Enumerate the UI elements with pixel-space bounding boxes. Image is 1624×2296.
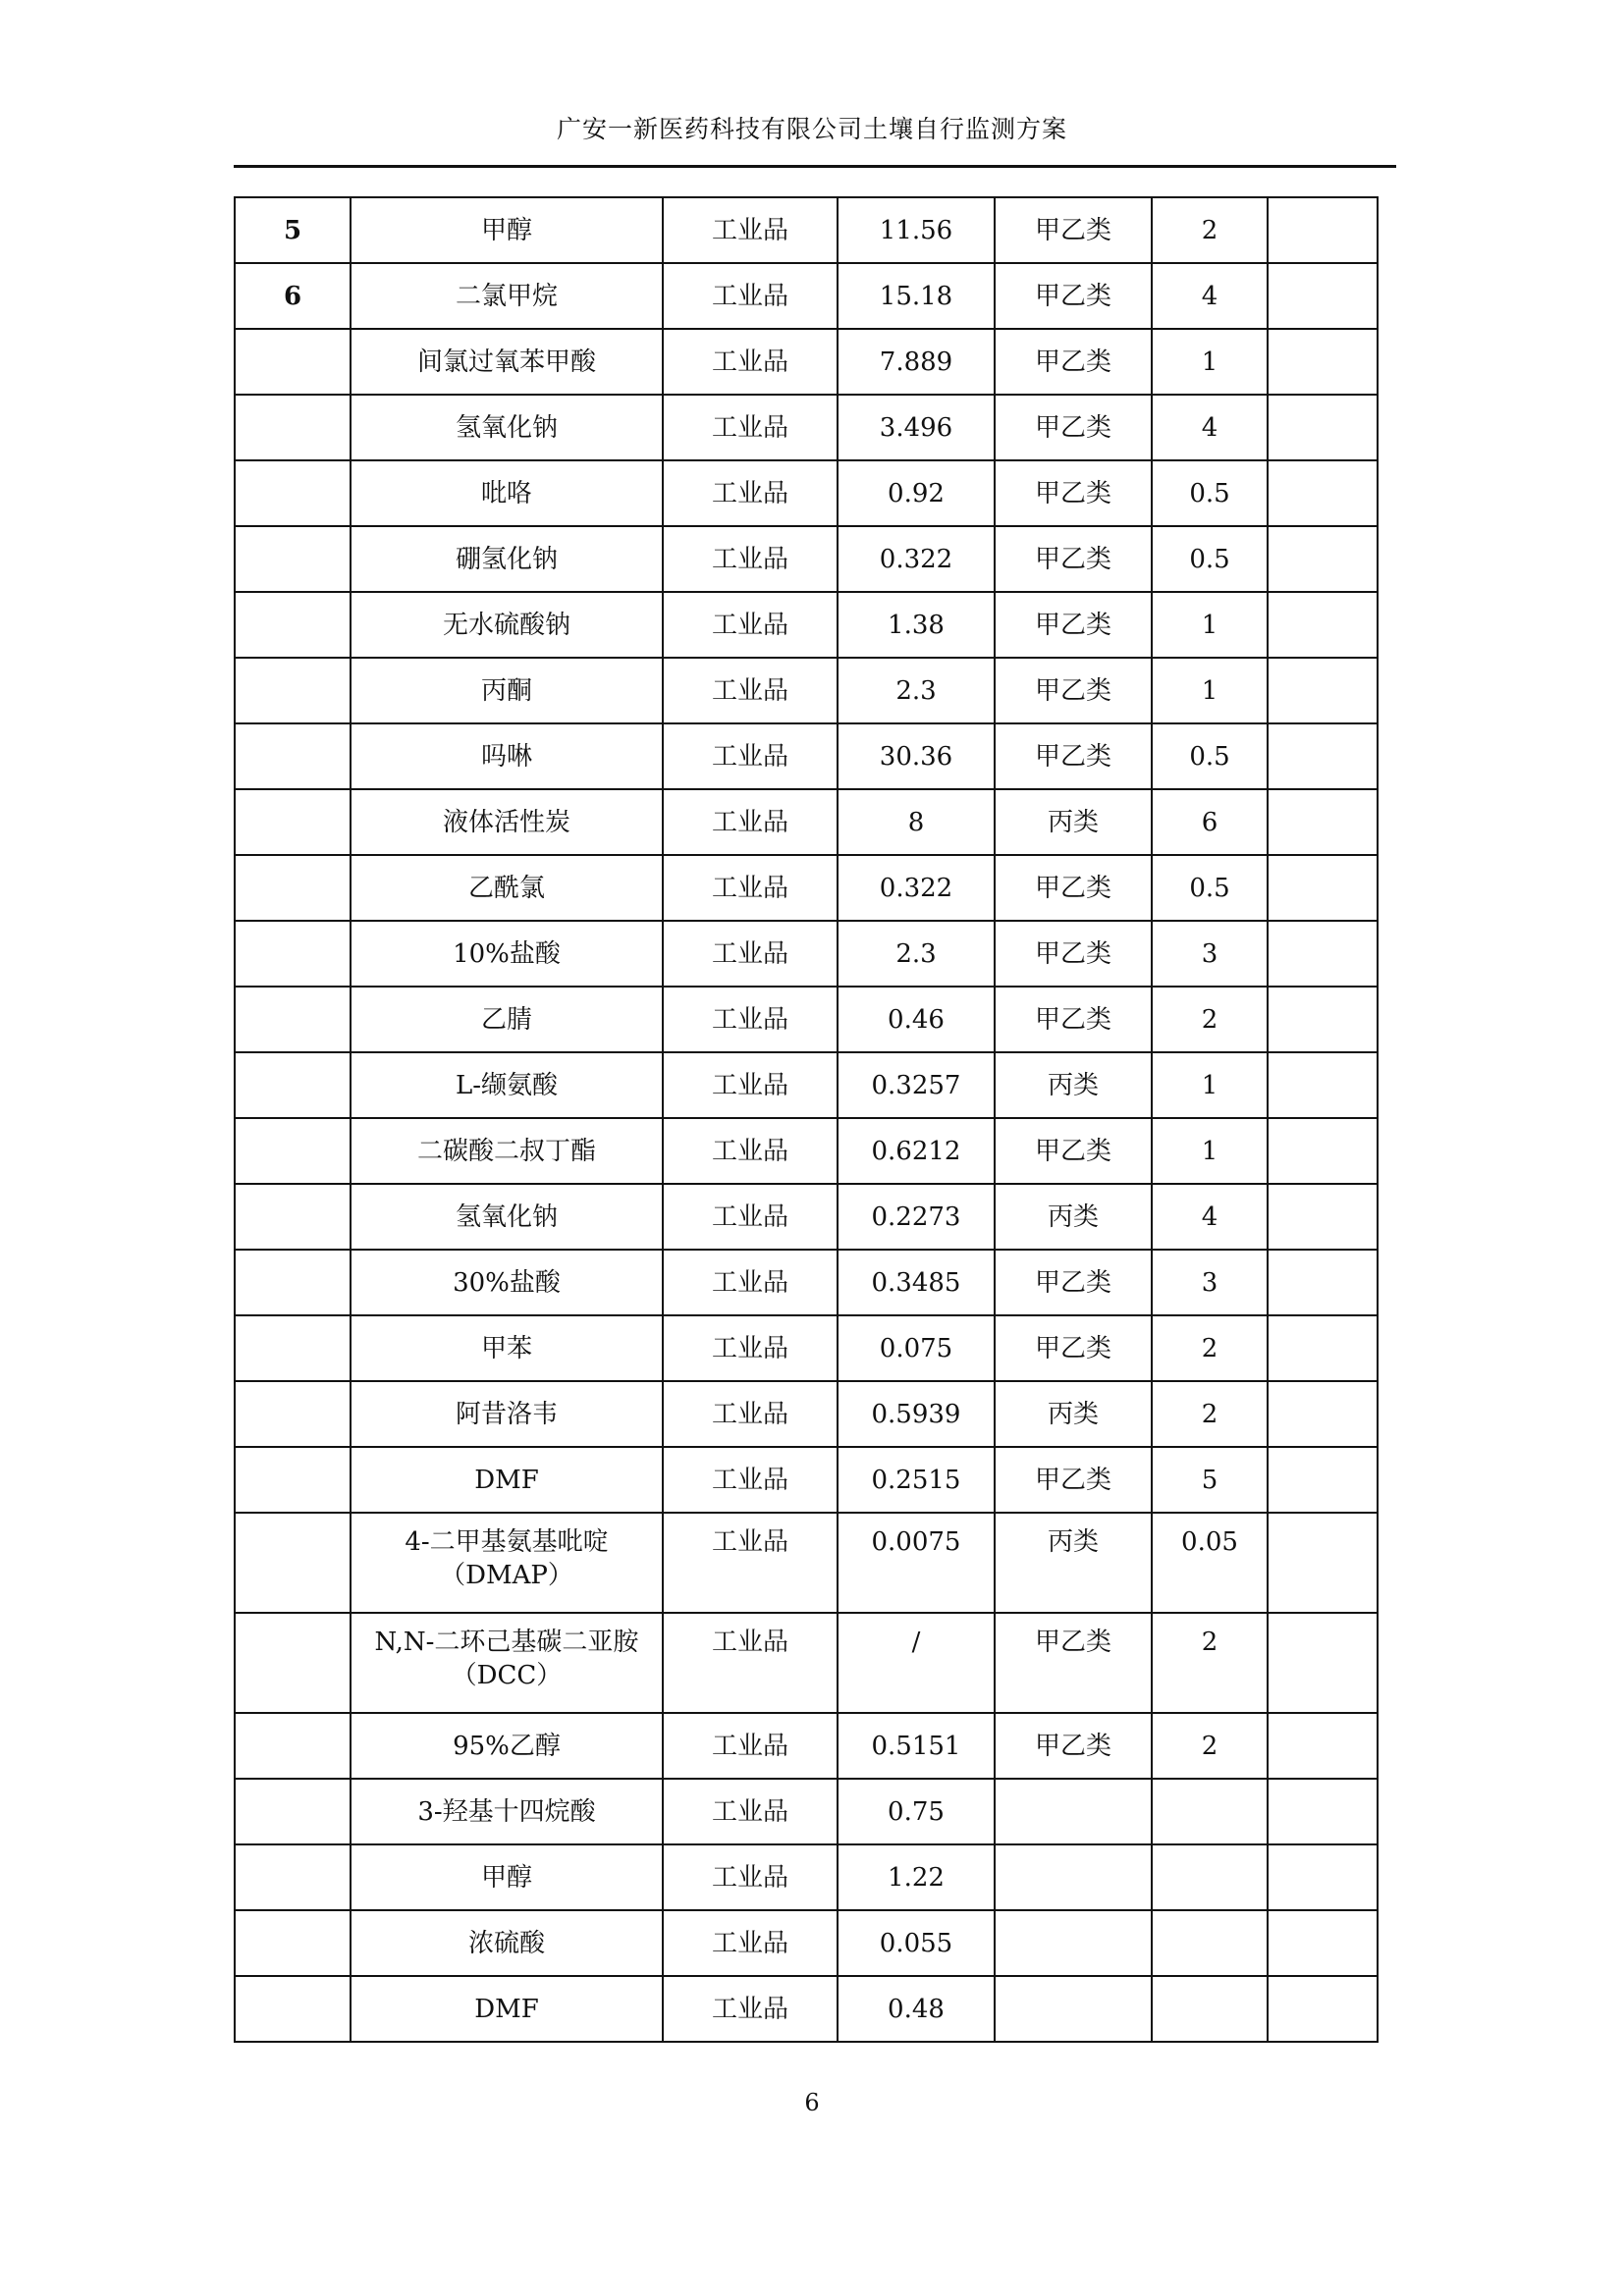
table-row bbox=[235, 197, 1378, 263]
table-row bbox=[235, 526, 1378, 592]
table-row bbox=[235, 1118, 1378, 1184]
note-cell bbox=[1268, 658, 1378, 723]
hazard-class-cell: 甲乙类 bbox=[995, 592, 1152, 658]
row-number-cell: 6 bbox=[235, 263, 351, 329]
grade-cell: 工业品 bbox=[663, 1513, 838, 1613]
storage-cell: 2 bbox=[1152, 197, 1268, 263]
amount-cell: 0.322 bbox=[838, 855, 995, 921]
hazard-class-cell: 丙类 bbox=[995, 1513, 1152, 1613]
hazard-class-cell: 甲乙类 bbox=[995, 1315, 1152, 1381]
table-row bbox=[235, 1052, 1378, 1118]
grade-cell: 工业品 bbox=[663, 1052, 838, 1118]
table-row bbox=[235, 1713, 1378, 1779]
chemical-name-cell: 甲醇 bbox=[351, 197, 663, 263]
amount-cell: 0.6212 bbox=[838, 1118, 995, 1184]
storage-cell: 2 bbox=[1152, 987, 1268, 1052]
note-cell bbox=[1268, 592, 1378, 658]
row-number-cell bbox=[235, 1976, 351, 2042]
table-row bbox=[235, 1910, 1378, 1976]
hazard-class-cell bbox=[995, 1779, 1152, 1844]
chemical-name-cell: L-缬氨酸 bbox=[351, 1052, 663, 1118]
grade-cell: 工业品 bbox=[663, 329, 838, 395]
hazard-class-cell: 丙类 bbox=[995, 1052, 1152, 1118]
row-number-cell bbox=[235, 1184, 351, 1250]
hazard-class-cell bbox=[995, 1844, 1152, 1910]
note-cell bbox=[1268, 526, 1378, 592]
page-header-title: 广安一新医药科技有限公司土壤自行监测方案 bbox=[556, 115, 1067, 143]
chemical-name-cell: 10%盐酸 bbox=[351, 921, 663, 987]
row-number-cell bbox=[235, 1381, 351, 1447]
amount-cell: 2.3 bbox=[838, 658, 995, 723]
amount-cell: 0.0075 bbox=[838, 1513, 995, 1613]
chemical-name-cell: 二氯甲烷 bbox=[351, 263, 663, 329]
storage-cell: 2 bbox=[1152, 1315, 1268, 1381]
storage-cell: 2 bbox=[1152, 1613, 1268, 1713]
hazard-class-cell: 甲乙类 bbox=[995, 395, 1152, 460]
grade-cell: 工业品 bbox=[663, 1381, 838, 1447]
row-number-cell bbox=[235, 1779, 351, 1844]
row-number-cell bbox=[235, 789, 351, 855]
amount-cell: 0.3485 bbox=[838, 1250, 995, 1315]
note-cell bbox=[1268, 1844, 1378, 1910]
grade-cell: 工业品 bbox=[663, 723, 838, 789]
amount-cell: / bbox=[838, 1613, 995, 1713]
chemical-name-cell: 浓硫酸 bbox=[351, 1910, 663, 1976]
storage-cell: 2 bbox=[1152, 1381, 1268, 1447]
hazard-class-cell bbox=[995, 1910, 1152, 1976]
grade-cell: 工业品 bbox=[663, 1447, 838, 1513]
amount-cell: 0.92 bbox=[838, 460, 995, 526]
storage-cell: 2 bbox=[1152, 1713, 1268, 1779]
table-row bbox=[235, 1513, 1378, 1613]
grade-cell: 工业品 bbox=[663, 460, 838, 526]
hazard-class-cell: 丙类 bbox=[995, 1184, 1152, 1250]
grade-cell: 工业品 bbox=[663, 526, 838, 592]
chemical-name-cell: 30%盐酸 bbox=[351, 1250, 663, 1315]
table-row bbox=[235, 921, 1378, 987]
row-number-cell bbox=[235, 921, 351, 987]
grade-cell: 工业品 bbox=[663, 1184, 838, 1250]
storage-cell: 6 bbox=[1152, 789, 1268, 855]
hazard-class-cell: 甲乙类 bbox=[995, 1250, 1152, 1315]
hazard-class-cell: 甲乙类 bbox=[995, 921, 1152, 987]
amount-cell: 8 bbox=[838, 789, 995, 855]
grade-cell: 工业品 bbox=[663, 592, 838, 658]
row-number-cell: 5 bbox=[235, 197, 351, 263]
note-cell bbox=[1268, 1052, 1378, 1118]
storage-cell: 3 bbox=[1152, 1250, 1268, 1315]
row-number-cell bbox=[235, 987, 351, 1052]
note-cell bbox=[1268, 1315, 1378, 1381]
table-row bbox=[235, 1381, 1378, 1447]
note-cell bbox=[1268, 723, 1378, 789]
hazard-class-cell: 甲乙类 bbox=[995, 723, 1152, 789]
table-row bbox=[235, 1447, 1378, 1513]
amount-cell: 11.56 bbox=[838, 197, 995, 263]
storage-cell: 4 bbox=[1152, 1184, 1268, 1250]
grade-cell: 工业品 bbox=[663, 855, 838, 921]
table-row bbox=[235, 1976, 1378, 2042]
hazard-class-cell: 甲乙类 bbox=[995, 855, 1152, 921]
note-cell bbox=[1268, 1184, 1378, 1250]
grade-cell: 工业品 bbox=[663, 197, 838, 263]
storage-cell bbox=[1152, 1910, 1268, 1976]
chemical-name-cell: 甲醇 bbox=[351, 1844, 663, 1910]
table-row bbox=[235, 592, 1378, 658]
grade-cell: 工业品 bbox=[663, 1613, 838, 1713]
chemical-name-cell: 95%乙醇 bbox=[351, 1713, 663, 1779]
note-cell bbox=[1268, 263, 1378, 329]
hazard-class-cell: 甲乙类 bbox=[995, 460, 1152, 526]
grade-cell: 工业品 bbox=[663, 1315, 838, 1381]
row-number-cell bbox=[235, 592, 351, 658]
row-number-cell bbox=[235, 1613, 351, 1713]
chemical-name-cell: 液体活性炭 bbox=[351, 789, 663, 855]
grade-cell: 工业品 bbox=[663, 921, 838, 987]
header-divider bbox=[234, 165, 1396, 168]
chemical-name-cell: N,N-二环己基碳二亚胺（DCC） bbox=[351, 1613, 663, 1713]
row-number-cell bbox=[235, 395, 351, 460]
chemical-name-cell: DMF bbox=[351, 1447, 663, 1513]
page-number: 6 bbox=[804, 2089, 820, 2116]
storage-cell: 0.5 bbox=[1152, 855, 1268, 921]
note-cell bbox=[1268, 1910, 1378, 1976]
chemical-name-cell: 二碳酸二叔丁酯 bbox=[351, 1118, 663, 1184]
storage-cell: 1 bbox=[1152, 1118, 1268, 1184]
chemical-inventory-table bbox=[234, 196, 1379, 2043]
amount-cell: 0.055 bbox=[838, 1910, 995, 1976]
chemical-name-cell: 甲苯 bbox=[351, 1315, 663, 1381]
chemical-name-cell: 硼氢化钠 bbox=[351, 526, 663, 592]
note-cell bbox=[1268, 1976, 1378, 2042]
grade-cell: 工业品 bbox=[663, 1118, 838, 1184]
grade-cell: 工业品 bbox=[663, 1910, 838, 1976]
hazard-class-cell: 甲乙类 bbox=[995, 1118, 1152, 1184]
note-cell bbox=[1268, 789, 1378, 855]
table-row bbox=[235, 855, 1378, 921]
table-row bbox=[235, 789, 1378, 855]
hazard-class-cell: 甲乙类 bbox=[995, 197, 1152, 263]
note-cell bbox=[1268, 1613, 1378, 1713]
storage-cell: 0.05 bbox=[1152, 1513, 1268, 1613]
row-number-cell bbox=[235, 723, 351, 789]
grade-cell: 工业品 bbox=[663, 1976, 838, 2042]
note-cell bbox=[1268, 987, 1378, 1052]
row-number-cell bbox=[235, 526, 351, 592]
table-row bbox=[235, 1613, 1378, 1713]
storage-cell bbox=[1152, 1976, 1268, 2042]
row-number-cell bbox=[235, 1447, 351, 1513]
amount-cell: 0.322 bbox=[838, 526, 995, 592]
chemical-name-cell: 丙酮 bbox=[351, 658, 663, 723]
note-cell bbox=[1268, 1447, 1378, 1513]
table-row bbox=[235, 329, 1378, 395]
grade-cell: 工业品 bbox=[663, 263, 838, 329]
row-number-cell bbox=[235, 1910, 351, 1976]
storage-cell: 0.5 bbox=[1152, 460, 1268, 526]
table-row bbox=[235, 658, 1378, 723]
amount-cell: 7.889 bbox=[838, 329, 995, 395]
row-number-cell bbox=[235, 1713, 351, 1779]
storage-cell bbox=[1152, 1844, 1268, 1910]
amount-cell: 0.48 bbox=[838, 1976, 995, 2042]
row-number-cell bbox=[235, 658, 351, 723]
grade-cell: 工业品 bbox=[663, 658, 838, 723]
row-number-cell bbox=[235, 1513, 351, 1613]
storage-cell: 0.5 bbox=[1152, 526, 1268, 592]
chemical-name-cell: 间氯过氧苯甲酸 bbox=[351, 329, 663, 395]
amount-cell: 2.3 bbox=[838, 921, 995, 987]
amount-cell: 1.22 bbox=[838, 1844, 995, 1910]
row-number-cell bbox=[235, 855, 351, 921]
hazard-class-cell: 丙类 bbox=[995, 1381, 1152, 1447]
table-row bbox=[235, 460, 1378, 526]
storage-cell: 4 bbox=[1152, 395, 1268, 460]
amount-cell: 0.2273 bbox=[838, 1184, 995, 1250]
hazard-class-cell: 甲乙类 bbox=[995, 987, 1152, 1052]
grade-cell: 工业品 bbox=[663, 987, 838, 1052]
chemical-name-cell: 氢氧化钠 bbox=[351, 1184, 663, 1250]
chemical-name-cell: 氢氧化钠 bbox=[351, 395, 663, 460]
note-cell bbox=[1268, 329, 1378, 395]
table-row bbox=[235, 263, 1378, 329]
amount-cell: 0.75 bbox=[838, 1779, 995, 1844]
table-row bbox=[235, 723, 1378, 789]
note-cell bbox=[1268, 395, 1378, 460]
grade-cell: 工业品 bbox=[663, 789, 838, 855]
amount-cell: 0.2515 bbox=[838, 1447, 995, 1513]
table-row bbox=[235, 1779, 1378, 1844]
amount-cell: 0.46 bbox=[838, 987, 995, 1052]
grade-cell: 工业品 bbox=[663, 1779, 838, 1844]
chemical-name-cell: 乙酰氯 bbox=[351, 855, 663, 921]
table-row bbox=[235, 1844, 1378, 1910]
note-cell bbox=[1268, 1381, 1378, 1447]
storage-cell: 1 bbox=[1152, 1052, 1268, 1118]
hazard-class-cell: 甲乙类 bbox=[995, 526, 1152, 592]
table-row bbox=[235, 1315, 1378, 1381]
storage-cell: 1 bbox=[1152, 658, 1268, 723]
amount-cell: 0.5939 bbox=[838, 1381, 995, 1447]
hazard-class-cell: 甲乙类 bbox=[995, 658, 1152, 723]
grade-cell: 工业品 bbox=[663, 1844, 838, 1910]
table-row bbox=[235, 1184, 1378, 1250]
hazard-class-cell: 甲乙类 bbox=[995, 263, 1152, 329]
note-cell bbox=[1268, 460, 1378, 526]
amount-cell: 3.496 bbox=[838, 395, 995, 460]
note-cell bbox=[1268, 855, 1378, 921]
grade-cell: 工业品 bbox=[663, 1713, 838, 1779]
row-number-cell bbox=[235, 1250, 351, 1315]
amount-cell: 0.5151 bbox=[838, 1713, 995, 1779]
row-number-cell bbox=[235, 1118, 351, 1184]
chemical-name-cell: 吡咯 bbox=[351, 460, 663, 526]
storage-cell: 3 bbox=[1152, 921, 1268, 987]
chemical-name-cell: 阿昔洛韦 bbox=[351, 1381, 663, 1447]
note-cell bbox=[1268, 1118, 1378, 1184]
chemical-name-cell: 吗啉 bbox=[351, 723, 663, 789]
note-cell bbox=[1268, 197, 1378, 263]
table-row bbox=[235, 395, 1378, 460]
note-cell bbox=[1268, 1250, 1378, 1315]
amount-cell: 0.075 bbox=[838, 1315, 995, 1381]
grade-cell: 工业品 bbox=[663, 395, 838, 460]
storage-cell: 1 bbox=[1152, 329, 1268, 395]
chemical-name-cell: 无水硫酸钠 bbox=[351, 592, 663, 658]
storage-cell bbox=[1152, 1779, 1268, 1844]
note-cell bbox=[1268, 1713, 1378, 1779]
row-number-cell bbox=[235, 1844, 351, 1910]
amount-cell: 0.3257 bbox=[838, 1052, 995, 1118]
hazard-class-cell: 丙类 bbox=[995, 789, 1152, 855]
storage-cell: 1 bbox=[1152, 592, 1268, 658]
note-cell bbox=[1268, 1513, 1378, 1613]
amount-cell: 15.18 bbox=[838, 263, 995, 329]
table-row bbox=[235, 987, 1378, 1052]
hazard-class-cell: 甲乙类 bbox=[995, 1613, 1152, 1713]
table-row bbox=[235, 1250, 1378, 1315]
hazard-class-cell: 甲乙类 bbox=[995, 1447, 1152, 1513]
chemical-name-cell: 乙腈 bbox=[351, 987, 663, 1052]
note-cell bbox=[1268, 921, 1378, 987]
chemical-name-cell: 3-羟基十四烷酸 bbox=[351, 1779, 663, 1844]
storage-cell: 5 bbox=[1152, 1447, 1268, 1513]
row-number-cell bbox=[235, 460, 351, 526]
storage-cell: 0.5 bbox=[1152, 723, 1268, 789]
hazard-class-cell bbox=[995, 1976, 1152, 2042]
hazard-class-cell: 甲乙类 bbox=[995, 329, 1152, 395]
chemical-name-cell: DMF bbox=[351, 1976, 663, 2042]
storage-cell: 4 bbox=[1152, 263, 1268, 329]
grade-cell: 工业品 bbox=[663, 1250, 838, 1315]
hazard-class-cell: 甲乙类 bbox=[995, 1713, 1152, 1779]
row-number-cell bbox=[235, 329, 351, 395]
row-number-cell bbox=[235, 1315, 351, 1381]
note-cell bbox=[1268, 1779, 1378, 1844]
chemical-name-cell: 4-二甲基氨基吡啶（DMAP） bbox=[351, 1513, 663, 1613]
amount-cell: 1.38 bbox=[838, 592, 995, 658]
amount-cell: 30.36 bbox=[838, 723, 995, 789]
row-number-cell bbox=[235, 1052, 351, 1118]
